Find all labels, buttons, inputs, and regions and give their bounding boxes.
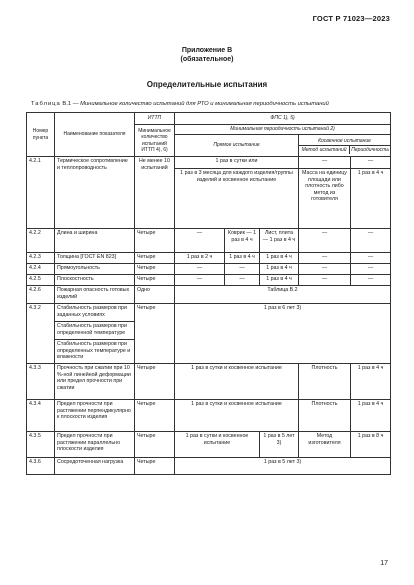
row-method: — <box>299 275 351 286</box>
row-direct-a: 1 раз в сутки и косвенное испытание <box>175 432 260 458</box>
caption-number: В.1 <box>62 101 72 107</box>
table-caption <box>31 101 329 107</box>
row-count: Четыре <box>135 458 175 475</box>
row-count: Четыре <box>135 400 175 432</box>
row-name: Прочность при сжатии при 10 %-ной линейной деформации или предел прочности при сжатии <box>55 364 135 400</box>
row-count: Не менее 10 испытаний <box>135 157 175 229</box>
header-direct: Прямое испытание <box>175 135 299 157</box>
caption-label: Таблица <box>31 101 61 107</box>
row-period: 1 раз в 4 ч <box>351 169 391 229</box>
row-num: 4.2.2 <box>27 229 55 253</box>
row-num: 4.3.3 <box>27 364 55 400</box>
row-name: Длина и ширина <box>55 229 135 253</box>
row-num: 4.3.5 <box>27 432 55 458</box>
row-period: — <box>351 253 391 264</box>
row-period: 1 раз в 4 ч <box>351 364 391 400</box>
caption-text: Минимальное количество испытаний для РТО и минимальная периодичность испытаний <box>80 101 329 107</box>
row-num: 4.2.5 <box>27 275 55 286</box>
row-direct-2: 1 раз в 4 ч <box>225 253 260 264</box>
header-ittp: ИТТП <box>135 113 175 125</box>
row-direct-b: 1 раз в 3 месяца для каждого изделия/группы изделий и косвенное испытание <box>175 169 299 229</box>
row-num: 4.2.4 <box>27 264 55 275</box>
row-num: 4.2.6 <box>27 286 55 304</box>
row-direct-1: 1 раз в 2 ч <box>175 253 225 264</box>
row-num: 4.2.3 <box>27 253 55 264</box>
row-method-a: — <box>299 157 351 169</box>
row-period: — <box>351 275 391 286</box>
row-direct-2: — <box>225 275 260 286</box>
row-name: Прямоугольность <box>55 264 135 275</box>
row-method: Плотность <box>299 400 351 432</box>
row-count: Четыре <box>135 275 175 286</box>
header-period: Периодичность <box>351 147 389 153</box>
row-span: 1 раз в 6 лет 3) <box>175 304 391 364</box>
row-count: Четыре <box>135 304 175 364</box>
row-name: Сосредоточенная нагрузка <box>55 458 135 475</box>
row-period: 1 раз в 4 ч <box>351 400 391 432</box>
row-name: Термическое сопротивление и теплопроводность <box>55 157 135 229</box>
row-direct-2: — <box>225 264 260 275</box>
row-subname: Стабильность размеров при определенных температуре и влажности <box>55 340 135 364</box>
row-num: 4.3.2 <box>27 304 55 364</box>
header-num: Номер пункта <box>27 113 55 157</box>
row-count: Четыре <box>135 432 175 458</box>
row-period-a: — <box>351 157 391 169</box>
page-number: 17 <box>380 560 388 567</box>
row-period: — <box>351 229 391 253</box>
row-method: Масса на единицу площади или плотность либо метод из готовителя <box>299 169 351 229</box>
header-periodicity: Минимальная периодичность испытаний 2) <box>175 125 391 135</box>
row-name: Плоскостность <box>55 275 135 286</box>
row-direct-a: 1 раз в сутки или <box>175 157 299 169</box>
header-method: Метод испытаний <box>299 146 350 154</box>
appendix-heading: Определительные испытания <box>146 80 268 89</box>
row-count: Четыре <box>135 253 175 264</box>
header-fpc: ФПС 1), 5) <box>175 113 391 125</box>
row-num: 4.3.6 <box>27 458 55 475</box>
row-count: Четыре <box>135 364 175 400</box>
row-direct-3: 1 раз в 4 ч <box>260 253 299 264</box>
row-name: Стабильность размеров при заданных условиях <box>55 304 135 322</box>
row-direct-3: 1 раз в 4 ч <box>260 264 299 275</box>
row-direct: 1 раз в сутки и косвенное испытание <box>175 400 299 432</box>
row-method: — <box>299 229 351 253</box>
row-subname: Стабильность размеров при определенной температуре <box>55 322 135 340</box>
row-method: — <box>299 253 351 264</box>
row-direct-1: — <box>175 229 225 253</box>
row-method: — <box>299 264 351 275</box>
header-indirect: Косвенное испытание <box>299 137 390 146</box>
row-period: — <box>351 264 391 275</box>
row-count: Четыре <box>135 229 175 253</box>
header-indirect-group <box>299 135 391 157</box>
appendix-title: Приложение В <box>181 47 233 54</box>
header-min-count: Минимальное количество испытаний ИТТП 4), 6) <box>135 125 175 157</box>
row-direct-1: — <box>175 264 225 275</box>
row-count: Четыре <box>135 264 175 275</box>
row-direct-b: 1 раз в 5 лет 3) <box>260 432 299 458</box>
document-code: ГОСТ Р 71023—2023 <box>312 14 390 23</box>
row-direct: 1 раз в сутки и косвенное испытание <box>175 364 299 400</box>
row-num: 4.2.1 <box>27 157 55 229</box>
header-name: Наименование показателя <box>55 113 135 157</box>
row-direct-2: Коврик — 1 раз в 4 ч <box>225 229 260 253</box>
caption-dash: — <box>72 101 79 107</box>
row-num: 4.3.4 <box>27 400 55 432</box>
row-name: Толщина [ГОСТ EN 823] <box>55 253 135 264</box>
row-direct-3: Лист, плита — 1 раз в 4 ч <box>260 229 299 253</box>
tests-table <box>26 112 391 475</box>
appendix-status: (обязательное) <box>180 56 234 63</box>
row-name: Пожарная опасность готовых изделий <box>55 286 135 304</box>
row-span: 1 раз в 5 лет 3) <box>175 458 391 475</box>
row-period: 1 раз в 8 ч <box>351 432 391 458</box>
row-name: Предел прочности при растяжении перпендикулярно к плоскости изделия <box>55 400 135 432</box>
row-span: Таблица В.2 <box>175 286 391 304</box>
row-direct-1: — <box>175 275 225 286</box>
row-method: Плотность <box>299 364 351 400</box>
row-count: Одно <box>135 286 175 304</box>
row-method: Метод изготовителя <box>299 432 351 458</box>
row-name: Предел прочности при растяжении параллельно плоскости изделия <box>55 432 135 458</box>
row-direct-3: 1 раз в 4 ч <box>260 275 299 286</box>
